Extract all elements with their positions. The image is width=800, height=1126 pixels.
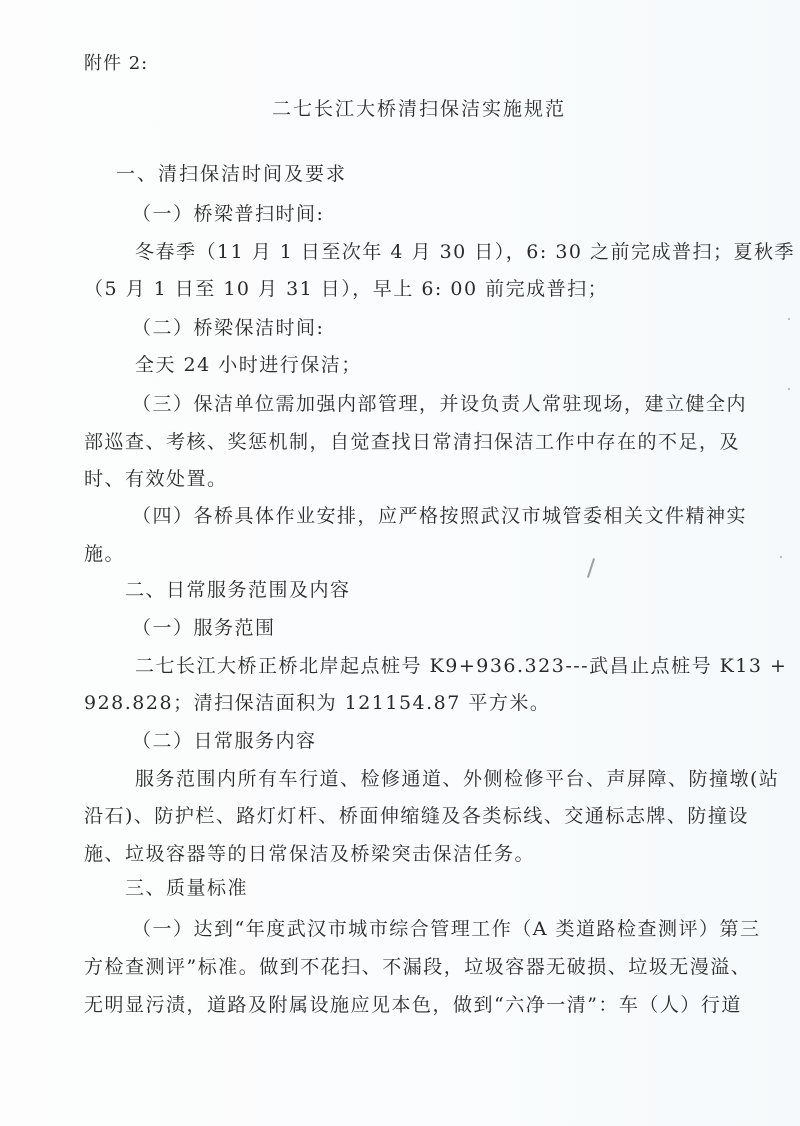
paragraph-line: 全天 24 小时进行保洁；: [135, 354, 362, 376]
scan-speck: [788, 318, 790, 320]
paragraph-line: 方检查测评”标准。做到不花扫、不漏段，垃圾容器无破损、垃圾无漫溢、: [84, 956, 752, 978]
paragraph-line: 时、有效处置。: [84, 468, 228, 490]
paragraph-line: （5 月 1 日至 10 月 31 日），早上 6: 00 前完成普扫；: [84, 278, 609, 300]
paragraph-line: 无明显污渍，道路及附属设施应见本色，做到“六净一清”：车（人）行道: [84, 994, 742, 1016]
paragraph-line: 928.828；清扫保洁面积为 121154.87 平方米。: [84, 692, 551, 714]
paragraph-line: 沿石)、防护栏、路灯灯杆、桥面伸缩缝及各类标线、交通标志牌、防撞设: [84, 805, 749, 827]
paragraph-line: （一）达到“年度武汉市城市综合管理工作（A 类道路检查测评）第三: [132, 918, 761, 940]
paragraph-line: 服务范围内所有车行道、检修通道、外侧检修平台、声屏障、防撞墩(站: [135, 768, 780, 790]
paragraph-line: 施、垃圾容器等的日常保洁及桥梁突击保洁任务。: [84, 843, 536, 865]
scan-speck: [788, 388, 790, 390]
section-heading-3: 三、质量标准: [125, 877, 249, 899]
pen-mark: [587, 558, 595, 578]
subheading-service-scope: （一）服务范围: [132, 617, 276, 639]
section-heading-2: 二、日常服务范围及内容: [125, 579, 351, 601]
document-title: 二七长江大桥清扫保洁实施规范: [272, 98, 567, 120]
section-heading-1: 一、清扫保洁时间及要求: [116, 163, 348, 185]
paragraph-line: 冬春季（11 月 1 日至次年 4 月 30 日），6: 30 之前完成普扫；夏秋季: [135, 241, 796, 263]
paragraph-line: 二七长江大桥正桥北岸起点桩号 K9+936.323---武昌止点桩号 K13 +: [135, 655, 788, 677]
subheading-service-content: （二）日常服务内容: [132, 730, 317, 752]
paragraph-line: 施。: [84, 543, 126, 565]
subheading-sweep-time: （一）桥梁普扫时间:: [132, 203, 325, 225]
attachment-label: 附件 2:: [84, 53, 149, 74]
paragraph-line: 部巡查、考核、奖惩机制，自觉查找日常清扫保洁工作中存在的不足，及: [84, 431, 741, 453]
paragraph-line: （四）各桥具体作业安排，应严格按照武汉市城管委相关文件精神实: [132, 505, 748, 527]
subheading-cleaning-time: （二）桥梁保洁时间:: [132, 317, 325, 339]
paragraph-line: （三）保洁单位需加强内部管理，并设负责人常驻现场，建立健全内: [132, 393, 748, 415]
scan-speck: [780, 556, 782, 558]
